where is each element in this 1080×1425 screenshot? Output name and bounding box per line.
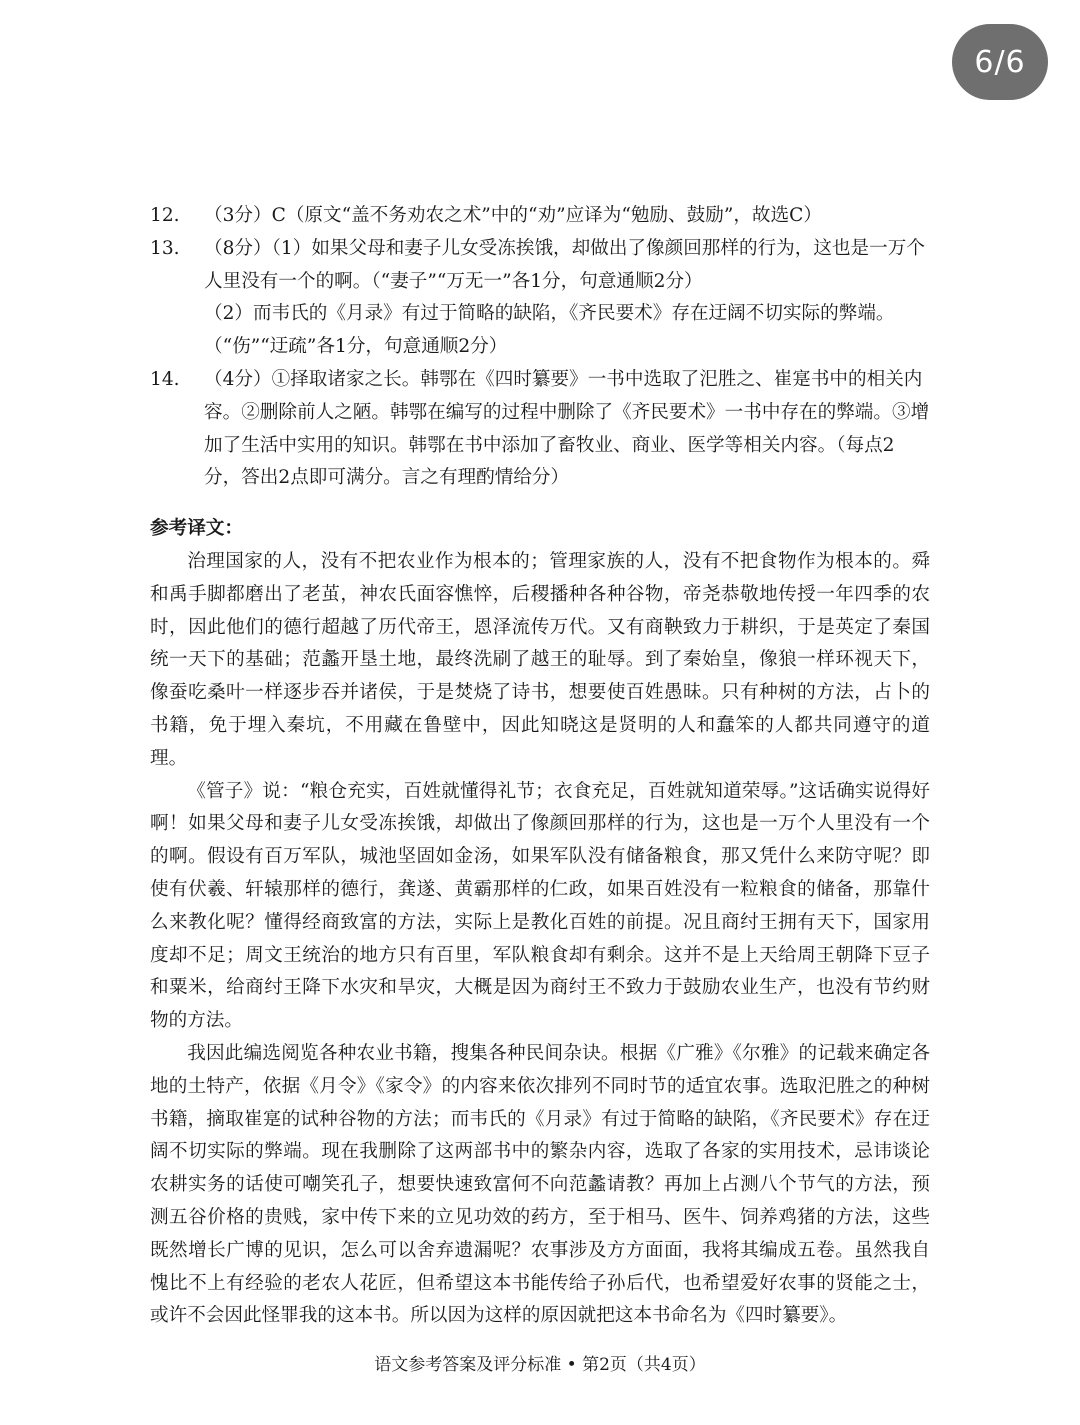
translation-paragraph: 《管子》说：“粮仓充实，百姓就懂得礼节；衣食充足，百姓就知道荣辱。”这话确实说得好啊！如果父母和妻子儿女受冻挨饿，却做出了像颜回那样的行为，这也是一万个人里没有一个的啊。假设有百万军队，城池坚固如金汤，如果军队没有储备粮食，那又凭什么来防守呢？即使有伏羲、轩辕那样的德行，龚遂、黄霸那样的仁政，如果百姓没有一粒粮食的储备，那靠什么来教化呢？懂得经商致富的方法，实际上是教化百姓的前提。况且商纣王拥有天下，国家用度却不足；周文王统治的地方只有百里，军队粮食却有剩余。这并不是上天给周王朝降下豆子和粟米，给商纣王降下水灾和旱灾，大概是因为商纣王不致力于鼓励农业生产，也没有节约财物的方法。 (150, 780, 930, 1032)
page-counter-badge: 6/6 (952, 24, 1048, 100)
answer-text: （8分）（1）如果父母和妻子儿女受冻挨饿，却做出了像颜回那样的行为，这也是一万个人里没有一个的啊。（“妻子”“万无一”各1分，句意通顺2分） (204, 237, 925, 292)
answer-number: 12. (150, 205, 180, 226)
page-footer: 语文参考答案及评分标准 • 第2页（共4页） (374, 1355, 706, 1375)
answer-13 (150, 233, 930, 364)
answer-text: （2）而韦氏的《月录》有过于简略的缺陷，《齐民要术》存在迂阔不切实际的弊端。（“伤”“迂疏”各1分，句意通顺2分） (204, 303, 895, 358)
reference-translation-heading: 参考译文： (150, 518, 243, 540)
translation-paragraph: 我因此编选阅览各种农业书籍，搜集各种民间杂诀。根据《广雅》《尔雅》的记载来确定各地的土特产，依据《月令》《家令》的内容来依次排列不同时节的适宜农事。选取汜胜之的种树书籍，摘取崔寔的试种谷物的方法；而韦氏的《月录》有过于简略的缺陷，《齐民要术》存在迂阔不切实际的弊端。现在我删除了这两部书中的繁杂内容，选取了各家的实用技术，忌讳谈论农耕实务的话使可嘲笑孔子，想要快速致富何不向范蠡请教？再加上占测八个节气的方法，预测五谷价格的贵贱，家中传下来的立见功效的药方，至于相马、医牛、饲养鸡猪的方法，这些既然增长广博的见识，怎么可以舍弃遗漏呢？农事涉及方方面面，我将其编成五卷。虽然我自愧比不上有经验的老农人花匠，但希望这本书能传给子孙后代，也希望爱好农事的贤能之士，或许不会因此怪罪我的这本书。所以因为这样的原因就把这本书命名为《四时纂要》。 (150, 1042, 930, 1327)
translation-paragraph: 治理国家的人，没有不把农业作为根本的；管理家族的人，没有不把食物作为根本的。舜和禹手脚都磨出了老茧，神农氏面容憔悴，后稷播种各种谷物，帝尧恭敬地传授一年四季的农时，因此他们的德行超越了历代帝王，恩泽流传万代。又有商鞅致力于耕织，于是英定了秦国统一天下的基础；范蠡开垦土地，最终洗刷了越王的耻辱。到了秦始皇，像狼一样环视天下，像蚕吃桑叶一样逐步吞并诸侯，于是焚烧了诗书，想要使百姓愚昧。只有种树的方法，占卜的书籍，免于埋入秦坑，不用藏在鲁壁中，因此知晓这是贤明的人和蠢笨的人都共同遵守的道理。 (150, 550, 930, 769)
document-body (150, 200, 930, 1333)
answer-number: 13. (150, 237, 180, 259)
answer-text: （3分）C（原文“盖不务劝农之术”中的“劝”应译为“勉励、鼓励”，故选C） (204, 205, 822, 226)
answer-12 (150, 200, 930, 233)
answer-text: （4分）①择取诸家之长。韩鄂在《四时纂要》一书中选取了汜胜之、崔寔书中的相关内容。②删除前人之陋。韩鄂在编写的过程中删除了《齐民要术》一书中存在的弊端。③增加了生活中实用的知识。韩鄂在书中添加了畜牧业、商业、医学等相关内容。（每点2分，答出2点即可满分。言之有理酌情给分） (204, 368, 930, 489)
answer-number: 14. (150, 368, 180, 390)
answer-14 (150, 364, 930, 495)
